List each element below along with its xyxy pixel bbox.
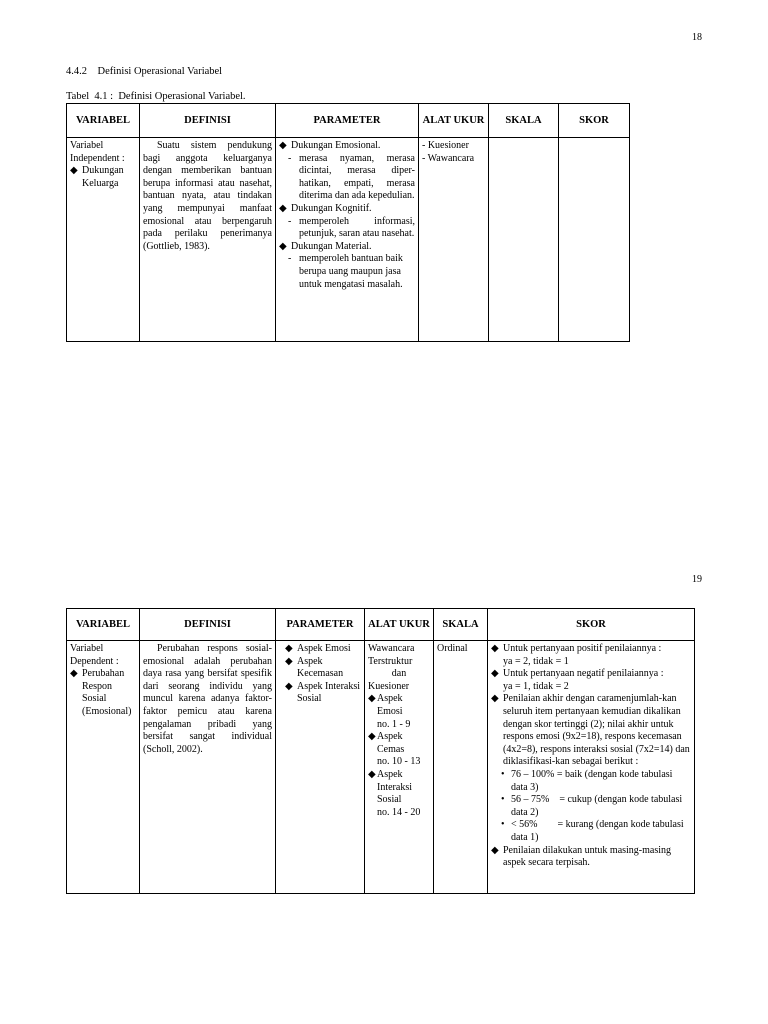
header-definisi: DEFINISI: [140, 104, 276, 138]
parameter-detail: [279, 216, 415, 241]
diamond-bullet-icon: ◆: [285, 655, 293, 667]
alat-ukur-intro: Kuesioner: [368, 680, 410, 692]
skor-level: [491, 769, 691, 794]
alat-ukur-aspect: [368, 693, 430, 731]
variabel-type: Variabel: [70, 643, 104, 654]
parameter-detail-text: memperoleh informasi, petunjuk, saran atau nasehat.: [299, 215, 415, 240]
aspect-label: Aspek Cemas: [377, 731, 405, 755]
parameter-detail: [279, 253, 415, 291]
alat-ukur-intro: Wawancara: [368, 643, 415, 654]
dot-bullet-icon: •: [501, 819, 505, 831]
header-variabel: VARIABEL: [67, 609, 140, 641]
parameter-label: Aspek Interaksi Sosial: [297, 680, 361, 705]
parameter-detail-text: memperoleh bantuan baik berupa uang maupun jasa untuk mengatasi masalah.: [299, 253, 403, 290]
alat-ukur-aspect: [368, 769, 430, 819]
alat-ukur-cell: [419, 138, 489, 342]
header-skor: SKOR: [559, 104, 630, 138]
parameter-label: Aspek Kecemasan: [297, 655, 344, 680]
diamond-bullet-icon: ◆: [279, 240, 287, 252]
parameter-item: [279, 203, 415, 216]
table-header-row: [67, 104, 630, 138]
table-row: [67, 138, 630, 342]
header-skala: SKALA: [434, 609, 488, 641]
skor-item: [491, 643, 691, 668]
diamond-bullet-icon: ◆: [70, 165, 78, 177]
alat-ukur-aspect: [368, 731, 430, 769]
parameter-item: [285, 643, 361, 656]
definisi-cell: Suatu sistem pendukung bagi anggota keluarganya dengan memberikan bantuan berupa informasi atau nasehat, bantuan nyata, atau tindakan yang mempunyai manfaat emosional atau berpengaruh pada perilaku penerimanya (Gottlieb, 1983).: [140, 138, 276, 342]
aspect-range: no. 14 - 20: [377, 806, 421, 818]
section-heading: 4.4.2 Definisi Operasional Variabel: [66, 66, 223, 77]
diamond-bullet-icon: ◆: [491, 844, 499, 856]
variabel-kind: Dependent :: [70, 655, 119, 667]
parameter-item: [285, 656, 361, 681]
skor-level: [491, 794, 691, 819]
table-row: [67, 641, 695, 894]
skor-level-text: 76 – 100% = baik (dengan kode tabulasi data 3): [511, 768, 673, 793]
dot-bullet-icon: •: [501, 794, 505, 806]
definisi-cell: Perubahan respons sosial-emosional adalah perubahan daya rasa yang bersifat spesifik dari seorang individu yang muncul karena adanya faktor-faktor pemicu atau karena pengalaman pribadi yang bersifat sangat individual (Scholl, 2002).: [140, 641, 276, 894]
alat-ukur-intro: dan: [391, 668, 407, 680]
variabel-type: Variabel: [70, 140, 104, 151]
variabel-cell: [67, 641, 140, 894]
alat-ukur-item: - Kuesioner: [422, 140, 469, 151]
header-definisi: DEFINISI: [140, 609, 276, 641]
page-number-19: 19: [692, 574, 702, 585]
skala-cell: Ordinal: [434, 641, 488, 894]
skor-sub: ya = 2, tidak = 1: [503, 655, 569, 667]
parameter-detail: [279, 153, 415, 203]
diamond-bullet-icon: ◆: [491, 668, 499, 680]
parameter-detail-text: merasa nyaman, merasa dicintai, merasa diper-hatikan, empati, merasa diterima dan ada kepedulian.: [299, 152, 415, 202]
dash-bullet-icon: -: [288, 253, 292, 265]
table-header-row: [67, 609, 695, 641]
dash-bullet-icon: -: [288, 152, 292, 164]
aspect-range: no. 1 - 9: [377, 718, 411, 730]
skor-text: Penilaian dilakukan untuk masing-masing aspek secara terpisah.: [503, 844, 672, 869]
skor-text: Untuk pertanyaan negatif penilaiannya :: [503, 668, 664, 680]
skor-text: Penilaian akhir dengan caramenjumlah-kan seluruh item pertanyaan kemudian dikalikan dengan skor tertinggi (2); nilai akhir untuk respons emosi (9x2=18), respons kecemasan (4x2=8), respons interaksi sosial (7x2=14) dan diklasifikasi-kan sebagai berikut :: [503, 693, 690, 768]
skor-level-text: < 56% = kurang (dengan kode tabulasi data 1): [511, 819, 687, 843]
parameter-item: [279, 241, 415, 254]
table-caption: Tabel 4.1 : Definisi Operasional Variabel.: [66, 91, 246, 102]
skor-text: Untuk pertanyaan positif penilaiannya :: [503, 643, 662, 654]
skor-item: [491, 668, 691, 693]
aspect-label: Aspek Interaksi Sosial: [377, 768, 412, 806]
variabel-cell: [67, 138, 140, 342]
alat-ukur-intro: Terstruktur: [368, 655, 413, 667]
skor-level-text: 56 – 75% = cukup (dengan kode tabulasi data 2): [511, 794, 685, 818]
parameter-label: Dukungan Emosional.: [291, 140, 381, 151]
parameter-item: [285, 681, 361, 706]
diamond-bullet-icon: ◆: [285, 680, 293, 692]
header-variabel: VARIABEL: [67, 104, 140, 138]
diamond-bullet-icon: ◆: [70, 668, 78, 680]
dot-bullet-icon: •: [501, 768, 505, 780]
variabel-name: Perubahan Respon Sosial (Emosional): [82, 668, 132, 717]
parameter-cell: [276, 641, 365, 894]
page-number-18: 18: [692, 32, 702, 43]
header-parameter: PARAMETER: [276, 609, 365, 641]
skor-sub: ya = 1, tidak = 2: [503, 680, 569, 692]
diamond-bullet-icon: ◆: [368, 731, 376, 743]
header-alat-ukur: ALAT UKUR: [365, 609, 434, 641]
skala-cell: [489, 138, 559, 342]
header-parameter: PARAMETER: [276, 104, 419, 138]
dash-bullet-icon: -: [288, 215, 292, 227]
parameter-cell: [276, 138, 419, 342]
definition-table-independent: [66, 103, 630, 342]
parameter-label: Dukungan Material.: [291, 240, 372, 252]
variabel-name: Dukungan Keluarga: [82, 165, 124, 189]
alat-ukur-item: - Wawancara: [422, 152, 475, 164]
aspect-label: Aspek Emosi: [377, 693, 403, 717]
skor-level: [491, 819, 691, 844]
aspect-range: no. 10 - 13: [377, 756, 421, 768]
header-alat-ukur: ALAT UKUR: [419, 104, 489, 138]
skor-cell: [488, 641, 695, 894]
diamond-bullet-icon: ◆: [285, 643, 293, 654]
diamond-bullet-icon: ◆: [279, 140, 287, 151]
variabel-bullet: [70, 165, 136, 190]
parameter-label: Aspek Emosi: [297, 643, 351, 654]
parameter-item: [279, 140, 415, 153]
variabel-kind: Independent :: [70, 152, 125, 164]
diamond-bullet-icon: ◆: [491, 693, 499, 705]
definition-table-dependent: [66, 608, 695, 894]
header-skor: SKOR: [488, 609, 695, 641]
diamond-bullet-icon: ◆: [368, 768, 376, 780]
skor-item: [491, 693, 691, 769]
diamond-bullet-icon: ◆: [491, 643, 499, 654]
diamond-bullet-icon: ◆: [279, 202, 287, 214]
alat-ukur-cell: [365, 641, 434, 894]
skor-cell: [559, 138, 630, 342]
parameter-label: Dukungan Kognitif.: [291, 202, 372, 214]
diamond-bullet-icon: ◆: [368, 693, 376, 705]
skor-item: [491, 845, 691, 870]
header-skala: SKALA: [489, 104, 559, 138]
variabel-bullet: [70, 668, 136, 718]
